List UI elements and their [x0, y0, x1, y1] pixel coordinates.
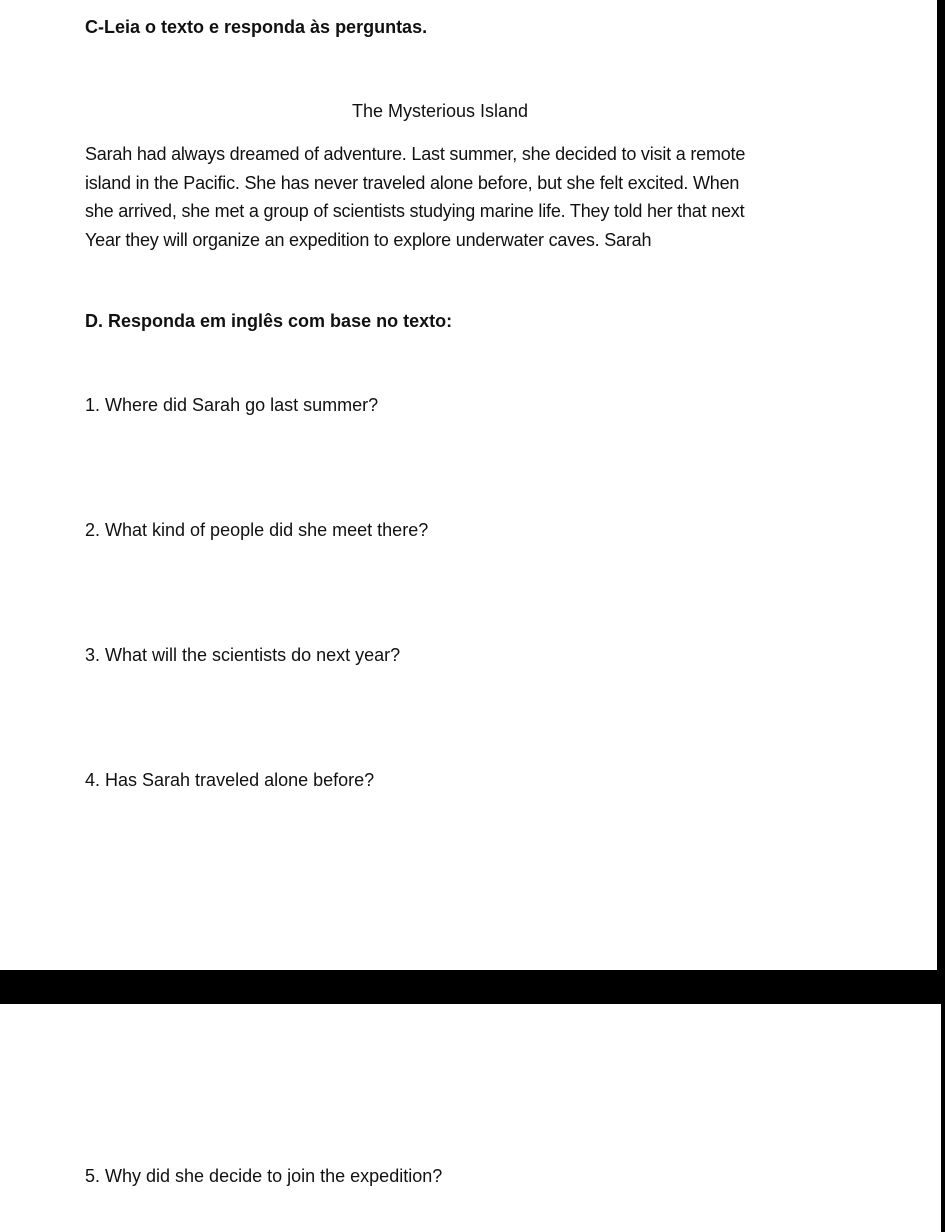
question-3: 3. What will the scientists do next year? [85, 645, 401, 665]
question-1: 1. Where did Sarah go last summer? [85, 395, 379, 415]
page-break-band [0, 970, 945, 1004]
page-edge-shadow [937, 0, 945, 970]
question-2: 2. What kind of people did she meet there? [85, 520, 429, 540]
story-passage [85, 140, 805, 254]
page-edge-shadow-lower [941, 1004, 945, 1232]
section-d-heading: D. Responda em inglês com base no texto: [85, 311, 453, 331]
question-4: 4. Has Sarah traveled alone before? [85, 770, 375, 790]
passage-line: Year they will organize an expedition to explore underwater caves. Sarah [85, 229, 652, 250]
section-c-heading: C-Leia o texto e responda às perguntas. [85, 17, 428, 37]
passage-line: she arrived, she met a group of scientists studying marine life. They told her that next [85, 201, 745, 221]
question-5: 5. Why did she decide to join the expedition? [85, 1166, 443, 1186]
passage-line: Sarah had always dreamed of adventure. Last summer, she decided to visit a remote [85, 144, 746, 164]
passage-line: island in the Pacific. She has never traveled alone before, but she felt excited. When [85, 172, 740, 193]
story-title: The Mysterious Island [351, 101, 529, 121]
